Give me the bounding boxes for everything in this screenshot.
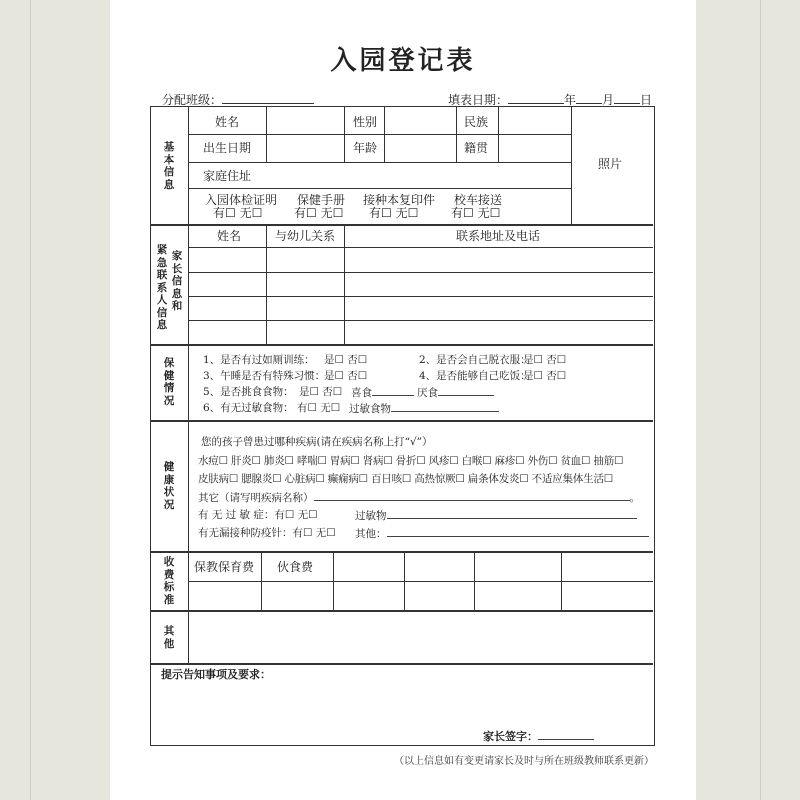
year-label: 年 — [564, 93, 577, 107]
grid-line — [456, 107, 457, 162]
divider — [151, 224, 653, 226]
class-label: 分配班级： — [162, 93, 223, 107]
section-basic-info: 基本信息 — [163, 141, 175, 191]
year-blank[interactable] — [508, 92, 564, 104]
vaccine-other-field[interactable] — [355, 526, 649, 541]
care-q4-options[interactable]: 是☐ 否☐ — [523, 370, 567, 382]
other-disease-blank[interactable] — [314, 490, 630, 501]
care-q5-options[interactable]: 是☐ 否☐ — [299, 386, 343, 398]
disease-list-2[interactable]: 皮肤病☐ 腮腺炎☐ 心脏病☐ 癫痫病☐ 百日咳☐ 高热惊厥☐ 扁条体发炎☐ 不适应集体生活☐ — [198, 473, 613, 485]
care-q3: 3、午睡是否有特殊习惯： — [203, 370, 326, 382]
vaccine-question[interactable]: 有无漏接种防疫针：有☐ 无☐ — [198, 527, 336, 539]
care-q1-options[interactable]: 是☐ 否☐ — [324, 354, 368, 366]
month-label: 月 — [602, 93, 615, 107]
allergens-blank[interactable] — [387, 508, 637, 519]
vaccine-other-blank[interactable] — [387, 526, 649, 537]
doc-physical-exam-label: 入园体检证明 — [205, 193, 278, 207]
photo-box-border — [571, 107, 572, 224]
grid-line — [188, 581, 653, 582]
grid-line — [188, 162, 571, 163]
grid-line — [344, 107, 345, 162]
divider — [151, 610, 653, 612]
divider — [151, 344, 653, 346]
disease-list-1[interactable]: 水痘☐ 肝炎☐ 肺炎☐ 哮喘☐ 胃病☐ 肾病☐ 骨折☐ 风疹☐ 白喉☐ 麻疹☐ 外伤☐ 贫血☐ 抽筋☐ — [198, 455, 624, 467]
grid-line — [188, 296, 653, 297]
like-blank[interactable] — [372, 385, 414, 396]
ethnicity-label: 民族 — [464, 115, 489, 129]
label-column-border — [188, 107, 189, 663]
meal-fee-label: 伙食费 — [277, 560, 314, 574]
grid-line — [333, 551, 334, 610]
background-line — [760, 0, 761, 800]
doc-health-handbook-options[interactable]: 有☐ 无☐ — [294, 206, 344, 220]
tuition-fee-label: 保教保育费 — [194, 560, 255, 574]
contact-name-header: 姓名 — [217, 229, 242, 243]
signature-label: 家长签字： — [483, 730, 538, 743]
notice-label: 提示告知事项及要求： — [161, 668, 271, 681]
signature-field[interactable] — [483, 729, 594, 744]
grid-line — [188, 320, 653, 321]
allergy-question[interactable]: 有 无 过 敏 症：有☐ 无☐ — [198, 509, 318, 521]
section-care: 保健情况 — [163, 357, 175, 407]
care-q1: 1、是否有过如厕训练： — [203, 354, 315, 366]
age-label: 年龄 — [353, 141, 378, 155]
birthdate-label: 出生日期 — [203, 141, 252, 155]
care-q2-options[interactable]: 是☐ 否☐ — [523, 354, 567, 366]
name-label: 姓名 — [215, 115, 240, 129]
contact-address-header: 联系地址及电话 — [456, 229, 541, 243]
date-label: 填表日期： — [448, 93, 509, 107]
photo-label: 照片 — [598, 157, 623, 171]
grid-line — [561, 551, 562, 610]
grid-line — [188, 134, 571, 135]
dislike-blank[interactable] — [438, 385, 494, 396]
divider — [151, 551, 653, 553]
section-fees: 收费标准 — [163, 556, 175, 606]
doc-physical-exam-options[interactable]: 有☐ 无☐ — [213, 206, 263, 220]
registration-form — [150, 106, 655, 746]
care-q5-dislike-label: 厌食 — [417, 387, 438, 399]
month-blank[interactable] — [576, 92, 602, 104]
grid-line — [261, 551, 262, 610]
day-label: 日 — [640, 93, 653, 107]
allergy-food-blank[interactable] — [391, 401, 499, 412]
form-title: 入园登记表 — [330, 46, 476, 76]
signature-blank[interactable] — [538, 729, 594, 740]
other-disease-field[interactable]: 其它（请写明疾病名称） 。 — [198, 492, 640, 504]
grid-line — [498, 107, 499, 162]
care-q3-options[interactable]: 是☐ 否☐ — [324, 370, 368, 382]
care-q6-allergy-label: 过敏食物 — [349, 403, 391, 415]
grid-line — [404, 551, 405, 610]
section-parent-info: 家长信息和 — [171, 250, 183, 312]
section-emergency-contacts: 紧急联系人信息 — [156, 244, 168, 331]
doc-health-handbook-label: 保健手册 — [297, 193, 346, 207]
grid-line — [384, 107, 385, 162]
divider — [151, 663, 653, 665]
grid-line — [344, 224, 345, 344]
care-q5-like-label: 喜食 — [351, 387, 372, 399]
footnote: （以上信息如有变更请家长及时与所在班级教师联系更新） — [394, 756, 654, 767]
contact-relation-header: 与幼儿关系 — [275, 229, 336, 243]
section-other: 其他 — [163, 625, 175, 650]
doc-vaccination-copy-options[interactable]: 有☐ 无☐ — [369, 206, 419, 220]
doc-school-bus-options[interactable]: 有☐ 无☐ — [451, 206, 501, 220]
class-blank[interactable] — [222, 92, 314, 104]
allergens-label: 过敏物 — [355, 510, 387, 522]
section-health: 健康状况 — [163, 461, 175, 511]
grid-line — [188, 247, 653, 248]
address-label: 家庭住址 — [203, 169, 252, 183]
care-q5: 5、是否挑食食物： — [203, 386, 294, 398]
grid-line — [188, 272, 653, 273]
care-q2: 2、是否会自己脱衣服： — [419, 354, 531, 366]
other-disease-label: 其它（请写明疾病名称） — [198, 492, 314, 504]
care-q5-like-field[interactable] — [351, 385, 414, 400]
care-q6: 6、有无过敏食物： — [203, 402, 294, 414]
day-blank[interactable] — [614, 92, 640, 104]
grid-line — [188, 188, 571, 189]
care-q6-allergy-field[interactable] — [349, 401, 499, 416]
vaccine-other-label: 其他： — [355, 528, 387, 540]
doc-school-bus-label: 校车接送 — [454, 193, 503, 207]
grid-line — [266, 107, 267, 162]
allergens-field[interactable] — [355, 508, 637, 523]
gender-label: 性别 — [353, 115, 378, 129]
native-place-label: 籍贯 — [464, 141, 489, 155]
care-q5-dislike-field[interactable] — [417, 385, 494, 400]
health-prompt: 您的孩子曾患过哪种疾病(请在疾病名称上打“√”） — [201, 436, 433, 448]
care-q4: 4、是否能够自己吃饭： — [419, 370, 531, 382]
doc-vaccination-copy-label: 接种本复印件 — [363, 193, 436, 207]
care-q6-options[interactable]: 有☐ 无☐ — [297, 402, 341, 414]
grid-line — [474, 551, 475, 610]
grid-line — [266, 224, 267, 344]
background-line — [30, 0, 31, 800]
divider — [151, 420, 653, 422]
